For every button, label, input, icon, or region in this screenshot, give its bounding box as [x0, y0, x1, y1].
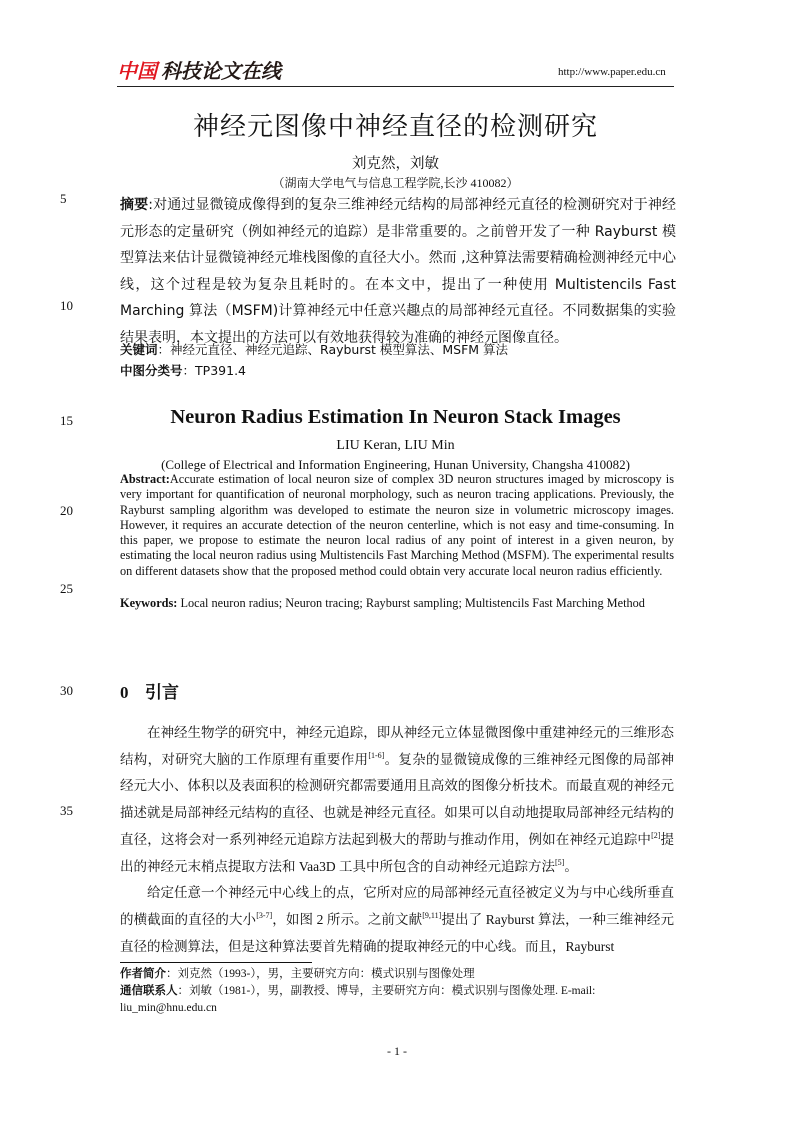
classification-cn-text: TP391.4 [195, 363, 246, 378]
journal-logo [117, 58, 289, 84]
line-number: 15 [60, 413, 73, 428]
keywords-cn-sep: ： [157, 342, 171, 357]
line-number: 35 [60, 803, 73, 818]
line-number: 25 [60, 581, 73, 596]
page-number: - 1 - [387, 1044, 407, 1058]
section-number: 0 [120, 683, 129, 702]
citation: [9,11] [422, 910, 442, 920]
keywords-cn [120, 340, 508, 358]
text-run: 提出的神经元末梢点提取方法和 Vaa3D 工具中所包含的自动神经元追踪方法 [120, 831, 675, 874]
keywords-cn-text: 神经元直径、神经元追踪、Rayburst 模型算法、MSFM 算法 [170, 342, 509, 357]
title-en: Neuron Radius Estimation In Neuron Stack Images [170, 406, 621, 428]
paragraph [120, 880, 674, 960]
footnote-rule [120, 962, 312, 963]
logo-red-text: 中国 [117, 59, 157, 83]
line-number: 20 [60, 503, 73, 518]
affiliation-en: (College of Electrical and Information Engineering, Hunan University, Changsha 410082) [161, 457, 630, 472]
body-text [120, 720, 674, 960]
text-run: ，如图 2 所示。之前文献 [272, 911, 423, 927]
header-url: http://www.paper.edu.cn [558, 66, 666, 78]
citation: [5] [555, 857, 565, 867]
abstract-cn [120, 192, 676, 352]
classification-cn-sep: ： [182, 363, 196, 378]
footnote-author-text: ：刘克然（1993-），男，主要研究方向：模式识别与图像处理 [166, 968, 475, 980]
keywords-en-label: Keywords: [120, 596, 178, 610]
abstract-en [120, 472, 674, 579]
logo-dark-text: 科技论文在线 [161, 59, 281, 83]
classification-cn [120, 361, 246, 379]
text-run: 提出了 Rayburst 算法，一种三维神经元直径的检测算法，但是这种算法要首先精确的提取神经元的中心线。而且，Rayburst [120, 911, 675, 954]
keywords-cn-label: 关键词 [120, 342, 158, 357]
footnote-contact [120, 983, 674, 1016]
section-heading [120, 678, 179, 703]
header-rule [117, 86, 674, 87]
footnote-contact-text: ：刘敏（1981-），男，副教授、博导，主要研究方向：模式识别与图像处理. E-mail: liu_min@hnu.edu.cn [120, 985, 596, 1014]
abstract-cn-sep: : [148, 197, 153, 213]
title-cn: 神经元图像中神经直径的检测研究 [192, 112, 598, 142]
citation: [3-7] [256, 910, 273, 920]
keywords-en-text: Local neuron radius; Neuron tracing; Rayburst sampling; Multistencils Fast Marching Method [180, 596, 645, 610]
authors-en: LIU Keran, LIU Min [336, 438, 455, 453]
footnote-author-label: 作者简介 [120, 968, 166, 980]
footnote-author [120, 966, 674, 983]
paragraph [120, 720, 674, 880]
text-run: 。复杂的显微镜成像的三维神经元图像的局部神经元大小、体积以及表面积的检测研究都需要通用且高效的图像分析技术。而最直观的神经元描述就是局部神经元结构的直径、也就是神经元直径。如果可以自动地提取局部神经元结构的直径，这将会对一系列神经元追踪方法起到极大的帮助与推动作用，例如在神经元追踪中 [120, 751, 675, 847]
line-number: 10 [60, 298, 73, 313]
line-number: 5 [60, 191, 67, 206]
classification-cn-label: 中图分类号 [120, 363, 183, 378]
abstract-en-label: Abstract: [120, 472, 170, 486]
text-run: 在神经生物学的研究中，神经元追踪，即从神经元立体显微图像中重建神经元的三维形态结构，对研究大脑的工作原理有重要作用 [120, 725, 674, 767]
abstract-cn-text: 对通过显微镜成像得到的复杂三维神经元结构的局部神经元直径的检测研究对于神经元形态的定量研究（例如神经元的追踪）是非常重要的。之前曾开发了一种 Rayburst 模型算法来估计显微镜神经元堆栈图像的直径大小。然而 ,这种算法需要精确检测神经元中心线，这个过程是较为复杂且耗时的。在本文中，提出了一种使用 Multistencils Fast Marching 算法（MSFM)计算神经元中任意兴趣点的局部神经元直径。不同数据集的实验结果表明，本文提出的方法可以有效地获得较为准确的神经元图像直径。 [120, 197, 677, 346]
keywords-en [120, 596, 674, 611]
logo-mark [117, 58, 289, 84]
section-title: 引言 [145, 683, 179, 702]
abstract-en-text: Accurate estimation of local neuron size of complex 3D neuron structures imaged by microscopy is very important for quantification of neuronal morphology, such as neuron tracing applications. Previously, the Rayburst sampling algorithm was developed to estimate the neuron size in volumetric microscopy images. However, it requires an accurate detection of the neuron centerline, which is not easy and time-consuming. In this paper, we propose to estimate the neuron local radius of any point of interest in a given neuron, by estimating the local neuron radius using Multistencils Fast Marching Method (MSFM). The experimental results on different datasets show that the proposed method could obtain very accurate local neuron radius efficiently. [120, 472, 674, 578]
affiliation-cn: （湖南大学电气与信息工程学院,长沙 410082） [272, 176, 519, 190]
text-run: 给定任意一个神经元中心线上的点，它所对应的局部神经元直径被定义为与中心线所垂直的横截面的直径的大小 [120, 885, 674, 927]
line-number: 30 [60, 683, 73, 698]
footnote-contact-label: 通信联系人 [120, 985, 178, 997]
text-run: 。 [564, 858, 578, 874]
authors-cn: 刘克然，刘敏 [352, 156, 439, 172]
abstract-cn-label: 摘要 [120, 197, 149, 213]
citation: [1-6] [368, 750, 385, 760]
citation: [2] [651, 830, 661, 840]
